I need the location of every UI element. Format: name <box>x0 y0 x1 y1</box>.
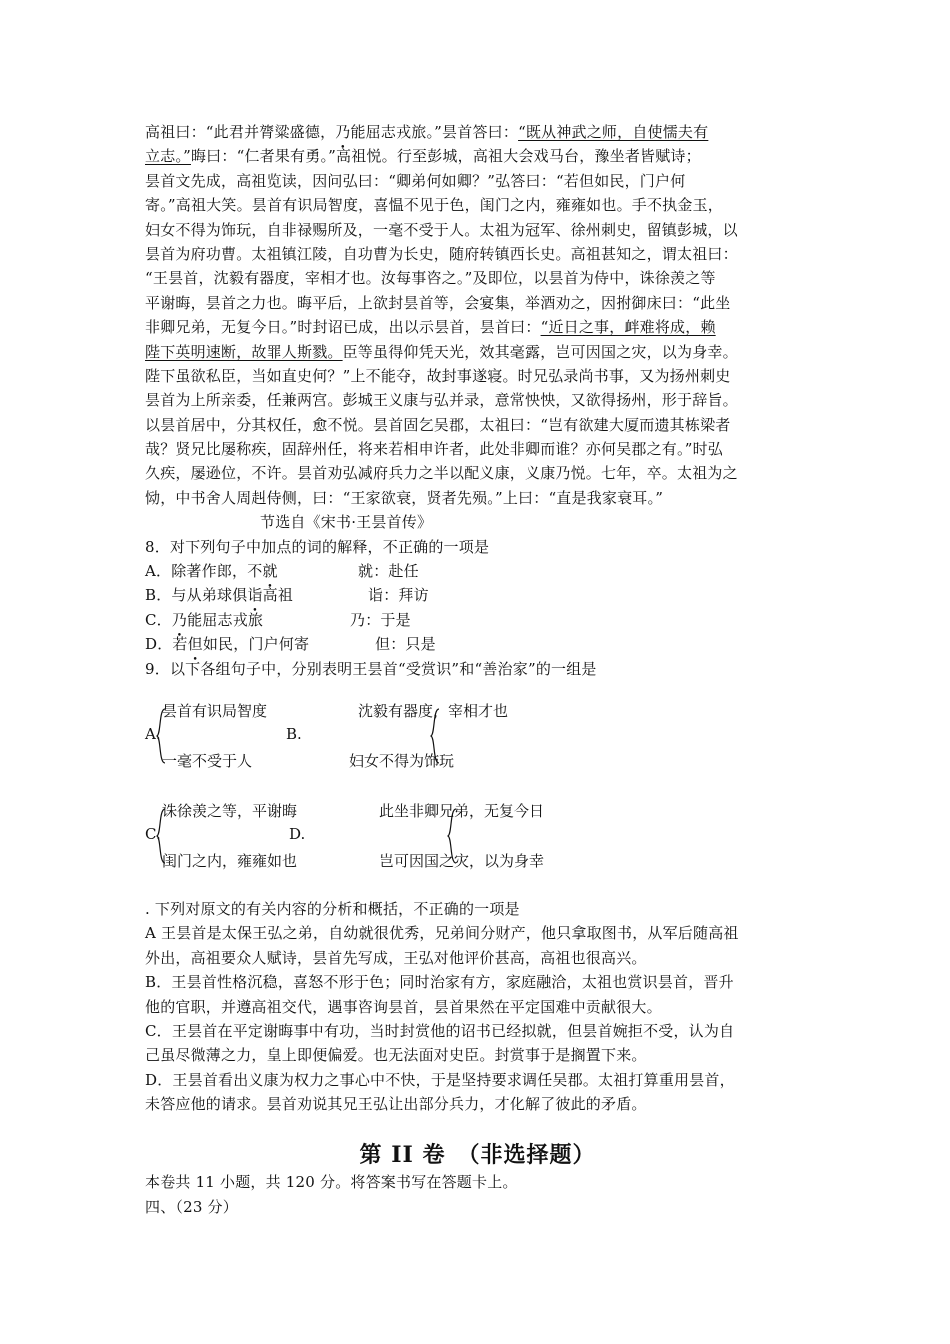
q10-stem: . 下列对原文的有关内容的分析和概括，不正确的一项是 <box>145 900 520 918</box>
passage-text-post: 臣等虽得仰凭天光，效其毫露，岂可因国之灾，以为身幸。 <box>342 342 738 361</box>
passage-text-text: 寄。”高祖大笑。昙首有识局智度，喜愠不见于色，闺门之内，雍雍如也。手不执金玉， <box>145 196 723 215</box>
q10 <box>145 897 810 1117</box>
brace-c <box>156 808 166 864</box>
q9-b-label: B. <box>286 725 302 743</box>
q10-line: C．王昙首在平定谢晦事中有功，当时封赏他的诏书已经拟就，但昙首婉拒不受，认为自 <box>145 1021 735 1040</box>
q8-option-b: 高祖 <box>262 586 294 605</box>
passage-line <box>145 169 810 193</box>
q9-b-top: 沈毅有器度，宰相才也 <box>358 702 509 720</box>
q9-stem: 9．以下各组句子中，分别表明王昙首“受赏识”和“善治家”的一组是 <box>145 659 597 678</box>
passage-text-underlined: 陛下英明速断，故罪人斯戮。 <box>145 342 343 361</box>
q10-line: A 王昙首是太保王弘之弟，自幼就很优秀，兄弟间分财产，他只拿取图书，从军后随高祖 <box>145 924 739 943</box>
passage-text-text: 妇女不得为饰玩，自非禄赐所及，一毫不受于人。太祖为冠军、徐州刺史，留镇彭城，以 <box>145 220 738 239</box>
q9-c-bottom: 闺门之内，雍雍如也 <box>162 852 298 870</box>
passage-text-text: “王昙首，沈毅有器度，宰相才也。汝每事咨之。”及即位，以昙首为侍中，诛徐羡之等 <box>145 269 716 288</box>
q10-line: 未答应他的请求。昙首劝说其兄王弘让出部分兵力，才化解了彼此的矛盾。 <box>145 1095 647 1114</box>
q8-option <box>145 559 810 583</box>
q8-option-a: C． <box>145 610 172 629</box>
brace-b <box>430 708 440 764</box>
document-page <box>145 120 810 681</box>
passage-text-pre: 非卿兄弟，无复今日。”时封诏已成，出以示昙首，昙首曰： <box>145 318 541 337</box>
passage-text-text: 以昙首居中，分其权任，愈不悦。昙首固乞吴郡，太祖曰：“岂有欲建大厦而遗其栋梁者 <box>145 415 731 434</box>
passage <box>145 120 810 510</box>
passage-line <box>145 242 810 266</box>
passage-text-text: 昙首文先成，高祖览读，因问弘曰：“卿弟何如卿？”弘答曰：“若但如民，门户何 <box>145 171 686 190</box>
q8-option-a: D．若 <box>145 635 188 654</box>
q8-option-gloss: 诣：拜访 <box>368 586 429 605</box>
passage-line <box>145 315 810 339</box>
q10-line: 己虽尽微薄之力，皇上即便偏爱。也无法面对史臣。封赏事于是搁置下来。 <box>145 1046 647 1065</box>
q9-b-bottom: 妇女不得为饰玩 <box>349 752 455 770</box>
passage-line <box>145 266 810 290</box>
q10-options <box>145 921 810 1116</box>
q9-d-bottom: 岂可因国之灾，以为身幸 <box>379 852 545 870</box>
part2-title: 第 II 卷 （非选择题） <box>359 1142 596 1168</box>
part2-section: 四、（23 分） <box>145 1198 238 1216</box>
q10-line: 外出，高祖要众人赋诗，昙首先写成，王弘对他评价甚高，高祖也很高兴。 <box>145 948 647 967</box>
q9-c-label: C. <box>145 825 161 843</box>
passage-line <box>145 413 810 437</box>
brace-d <box>447 808 457 864</box>
passage-text-underlined: 立志。” <box>145 147 191 166</box>
passage-text-text: 昙首为上所亲委，任兼两宫。彭城王义康与弘并录，意常怏怏，又欲得扬州，形于辞旨。 <box>145 391 738 410</box>
q8-option <box>145 583 810 607</box>
passage-line <box>145 340 810 364</box>
passage-line <box>145 364 810 388</box>
passage-text-post: 晦曰：“仁者果有勇。”高祖悦。行至彭城，高祖大会戏马台，豫坐者皆赋诗； <box>190 147 701 166</box>
passage-line <box>145 437 810 461</box>
q8-option-dot: 乃 <box>171 610 188 629</box>
q10-line: D．王昙首看出义康为权力之事心中不快，于是坚持要求调任吴郡。太祖打算重用昙首， <box>145 1070 735 1089</box>
passage-line <box>145 144 810 168</box>
passage-text-dotted: 乃 <box>335 123 351 141</box>
q8-option-dot: 但 <box>187 635 203 654</box>
passage-text-text: 陛下虽欲私臣，当如直史何？”上不能夺，故封事遂寝。时兄弘录尚书事，又为扬州刺史 <box>145 366 731 385</box>
q8-option-a: B．与从弟球俱 <box>145 586 248 605</box>
q9-d-top: 此坐非卿兄弟，无复今日 <box>379 802 545 820</box>
passage-line <box>145 461 810 485</box>
q8-option-a: A．除著作郎，不 <box>145 562 263 581</box>
passage-text-text: 恸，中书舍人周赳侍侧，曰：“王家欲衰，贤者先殒。”上曰：“直是我家衰耳。” <box>145 488 664 507</box>
q8-option-b: 能屈志戎旅 <box>187 610 264 629</box>
passage-text-text: 哉？贤兄比屡称疾，固辞州任，将来若相申许者，此处非卿而谁？亦何吴郡之有。”时弘 <box>145 440 723 459</box>
passage-line <box>145 291 810 315</box>
q10-line: 他的官职，并遵高祖交代，遇事咨询昙首，昙首果然在平定国难中贡献很大。 <box>145 997 662 1016</box>
passage-text-text: 久疾，屡逊位，不许。昙首劝弘减府兵力之半以配义康，义康乃悦。七年，卒。太祖为之 <box>145 464 738 483</box>
passage-line <box>145 193 810 217</box>
passage-text-text: 平谢晦，昙首之力也。晦平后，上欲封昙首等，会宴集，举酒劝之，因拊御床曰：“此坐 <box>145 293 731 312</box>
passage-text-underlined: “近日之事，衅难将成，赖 <box>540 318 716 337</box>
passage-line <box>145 120 810 144</box>
passage-text-text: 昙首为府功曹。太祖镇江陵，自功曹为长史，随府转镇西长史。高祖甚知之，谓太祖曰： <box>145 244 738 263</box>
passage-line <box>145 388 810 412</box>
passage-source: 节选自《宋书·王昙首传》 <box>260 513 433 532</box>
part2-note: 本卷共 11 小题，共 120 分。将答案书写在答题卡上。 <box>145 1173 518 1191</box>
q9-a-bottom: 一毫不受于人 <box>162 752 253 770</box>
q9-a-top: 昙首有识局智度 <box>162 702 268 720</box>
q8-option <box>145 632 810 656</box>
q8-options <box>145 559 810 657</box>
q8-stem: 8．对下列句子中加点的词的解释，不正确的一项是 <box>145 537 490 556</box>
q9-a-label: A. <box>145 725 161 743</box>
q8-option-gloss: 但：只是 <box>375 635 436 654</box>
passage-text-mid: 能屈志戎旅。”昙首答曰： <box>350 123 519 141</box>
q8-option-dot: 就 <box>262 562 278 581</box>
q8-option-b: 如民，门户何寄 <box>202 635 310 654</box>
passage-line <box>145 486 810 510</box>
q8-option-dot: 诣 <box>247 586 263 605</box>
q9-c-top: 诛徐羡之等，平谢晦 <box>162 802 298 820</box>
q8-option-gloss: 乃：于是 <box>350 610 411 629</box>
q8-option <box>145 608 810 632</box>
q10-line: B．王昙首性格沉稳，喜怒不形于色；同时治家有方，家庭融洽，太祖也赏识昙首，晋升 <box>145 973 734 992</box>
brace-a <box>156 708 166 764</box>
q8-option-gloss: 就：赴任 <box>358 562 419 581</box>
q9-d-label: D. <box>289 825 306 843</box>
passage-line <box>145 218 810 242</box>
passage-text-pre: 高祖曰：“此君并膂粱盛德， <box>145 123 336 141</box>
passage-text-underlined: “既从神武之师，自使懦夫有 <box>518 123 709 141</box>
